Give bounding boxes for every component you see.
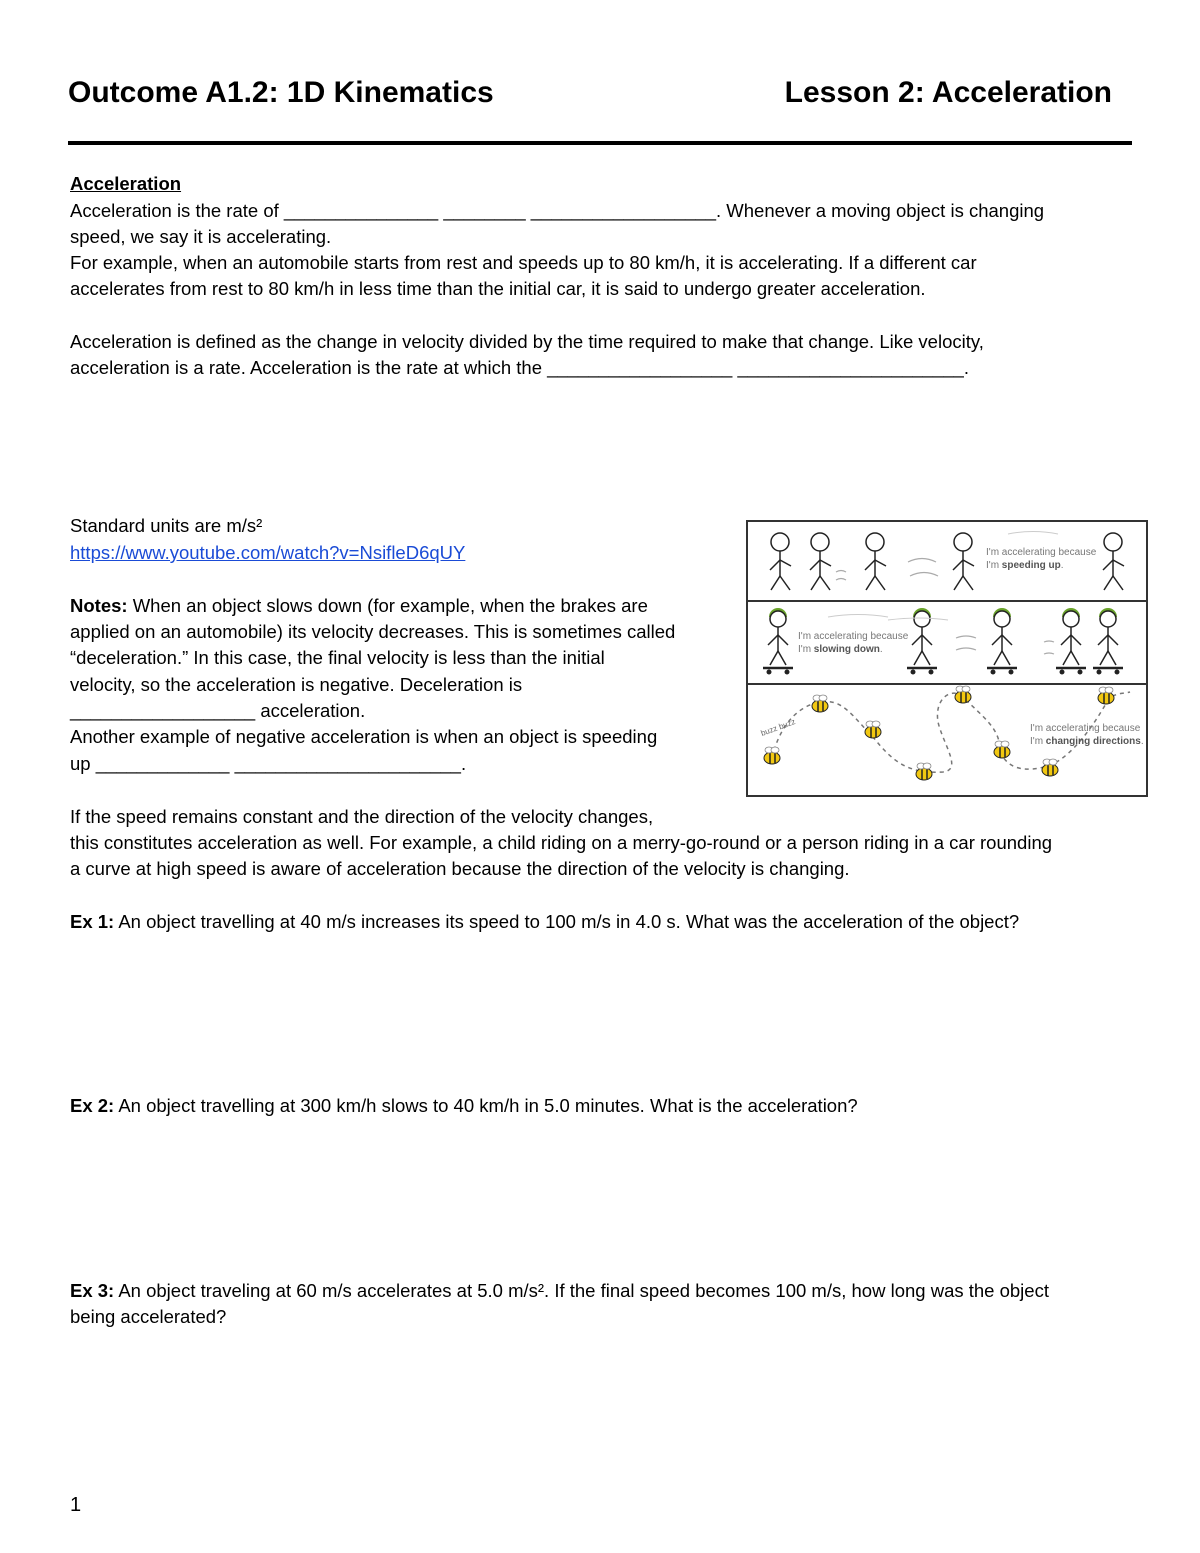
- running-figures: [770, 532, 1124, 591]
- notes-line-3: “deceleration.” In this case, the final velocity is less than the initial: [70, 647, 605, 668]
- example-3-text: An object traveling at 60 m/s accelerates at 5.0 m/s². If the final speed becomes 100 m/s, how long was the object: [114, 1280, 1049, 1301]
- example-1-text: An object travelling at 40 m/s increases its speed to 100 m/s in 4.0 s. What was the acceleration of the object?: [114, 911, 1020, 932]
- notes-label: Notes:: [70, 595, 128, 616]
- example-3: [70, 1278, 1049, 1304]
- notes-line-1: [70, 593, 648, 619]
- intro-line-4: accelerates from rest to 80 km/h in less time than the initial car, it is said to undergo greater acceleration.: [70, 278, 926, 299]
- example-2: [70, 1093, 858, 1119]
- section-heading: Acceleration: [70, 173, 182, 194]
- header-rule: [68, 141, 1132, 145]
- intro-line-3: For example, when an automobile starts from rest and speeds up to 80 km/h, it is accelerating. If a different car: [70, 252, 977, 273]
- example-2-label: Ex 2:: [70, 1095, 115, 1116]
- direction-line-2: this constitutes acceleration as well. For example, a child riding on a merry-go-round or a person riding in a car rounding: [70, 832, 1053, 853]
- example-1: [70, 909, 1019, 935]
- definition-line-1: Acceleration is defined as the change in velocity divided by the time required to make that change. Like velocity,: [70, 331, 984, 352]
- intro-line-2: speed, we say it is accelerating.: [70, 226, 332, 247]
- notes-line-6: Another example of negative acceleration is when an object is speeding: [70, 726, 658, 747]
- buzz-label: buzz buzz: [759, 717, 797, 738]
- outcome-title: Outcome A1.2: 1D Kinematics: [68, 76, 494, 109]
- panel-1-caption-a: I'm accelerating because: [986, 547, 1097, 558]
- definition-line-2: acceleration is a rate. Acceleration is the rate at which the __________________ ______________________.: [70, 357, 969, 378]
- intro-line-1: Acceleration is the rate of _______________ ________ __________________. Whenever a moving object is changing: [70, 200, 1045, 221]
- example-1-label: Ex 1:: [70, 911, 115, 932]
- panel-3-caption-a: I'm accelerating because: [1030, 723, 1141, 734]
- panel-1-caption-b: I'm speeding up.: [986, 560, 1064, 571]
- youtube-link[interactable]: https://www.youtube.com/watch?v=NsifleD6qUY: [70, 542, 466, 563]
- direction-line-3: a curve at high speed is aware of acceleration because the direction of the velocity is changing.: [70, 858, 850, 879]
- notes-line-2: applied on an automobile) its velocity decreases. This is sometimes called: [70, 621, 676, 642]
- panel-2-caption-a: I'm accelerating because: [798, 631, 909, 642]
- notes-text: When an object slows down (for example, when the brakes are: [127, 595, 648, 616]
- notes-line-4: velocity, so the acceleration is negative. Deceleration is: [70, 674, 523, 695]
- example-3-label: Ex 3:: [70, 1280, 115, 1301]
- panel-2-caption-b: I'm slowing down.: [798, 644, 883, 655]
- notes-line-7: up _____________ ______________________.: [70, 753, 467, 774]
- page-number: 1: [70, 1494, 82, 1516]
- lesson-title: Lesson 2: Acceleration: [784, 76, 1112, 109]
- direction-line-1: If the speed remains constant and the direction of the velocity changes,: [70, 806, 654, 827]
- illustration-svg: [748, 522, 1146, 795]
- acceleration-illustration: [746, 520, 1148, 797]
- units-text: Standard units are m/s²: [70, 515, 263, 536]
- example-3-line-2: being accelerated?: [70, 1306, 227, 1327]
- example-2-text: An object travelling at 300 km/h slows to 40 km/h in 5.0 minutes. What is the acceleration?: [114, 1095, 858, 1116]
- panel-3-caption-b: I'm changing directions.: [1030, 736, 1144, 747]
- notes-line-5: __________________ acceleration.: [70, 700, 366, 721]
